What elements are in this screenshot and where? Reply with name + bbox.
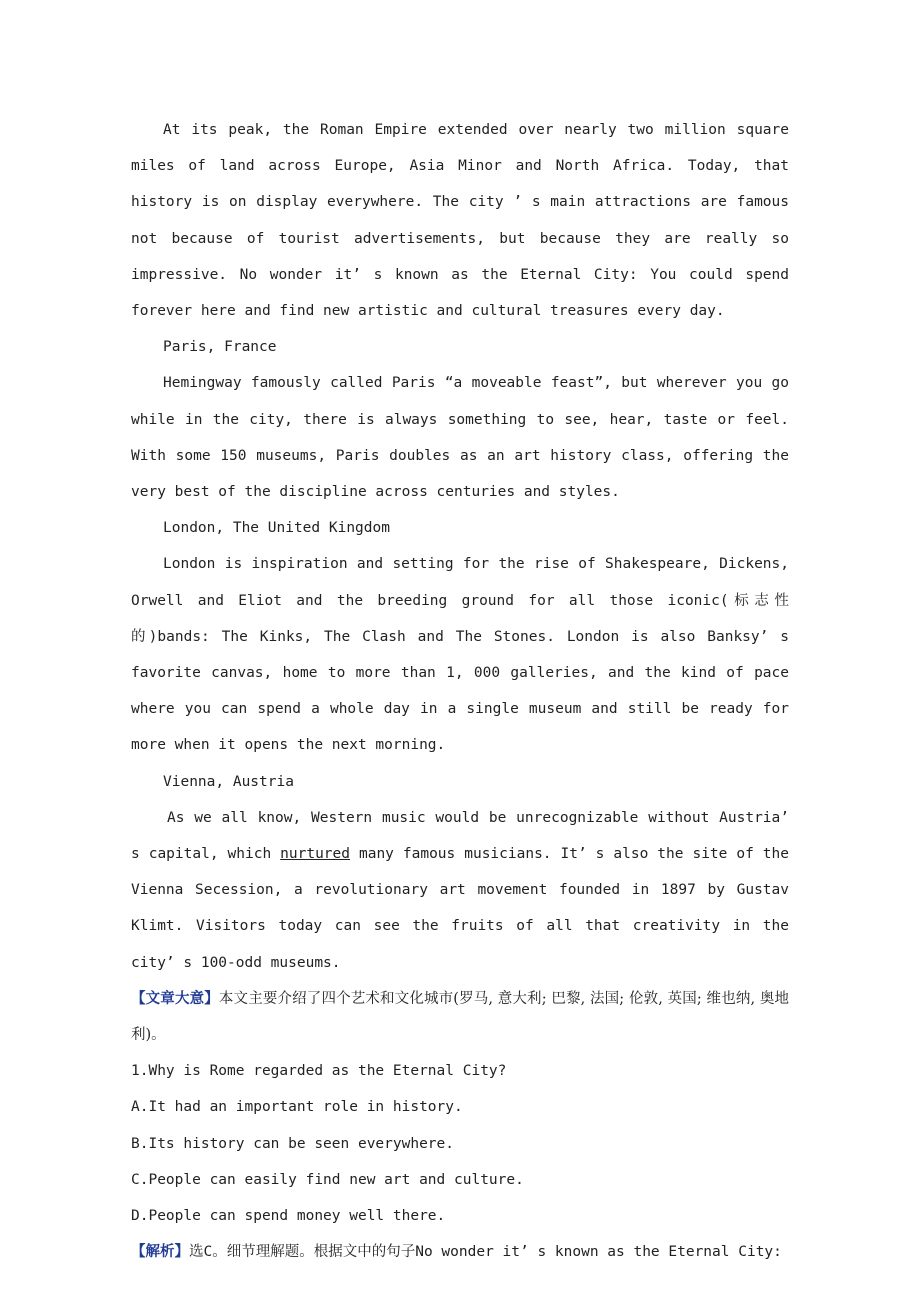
summary-block [131, 981, 789, 1053]
document-page [131, 112, 789, 1271]
option-b: B.Its history can be seen everywhere. [131, 1135, 455, 1152]
analysis-tag: 【解析】 [131, 1243, 189, 1261]
vienna-text-before: As we all know, Western music would be unrecognizable without Austria’ s capital, which [131, 809, 789, 863]
vienna-underlined-word: nurtured [280, 846, 350, 863]
vienna-text-after: many famous musicians. It’ s also the site of the Vienna Secession, a revolutionary art movement founded in 1897 by Gustav Klimt. Visitors today can see the fruits of all that creativity in the city’ s 100-odd museums. [131, 846, 789, 971]
question-stem: 1.Why is Rome regarded as the Eternal City? [131, 1063, 507, 1080]
summary-tag: 【文章大意】 [131, 989, 219, 1007]
analysis-block [131, 1234, 789, 1270]
vienna-heading: Vienna, Austria [163, 773, 294, 790]
analysis-text: 选C。细节理解题。根据文中的句子No wonder it’ s known as the Eternal City: [189, 1244, 782, 1261]
rome-paragraph: At its peak, the Roman Empire extended over nearly two million square miles of land across Europe, Asia Minor and North Africa. Today, that history is on display everywhere. The city ’ s main attractions are famous not because of tourist advertisements, but because they are really so impressive. No wonder it’ s known as the Eternal City: You could spend forever here and find new artistic and cultural treasures every day. [131, 122, 789, 320]
option-a: A.It had an important role in history. [131, 1099, 463, 1116]
london-paragraph: London is inspiration and setting for the rise of Shakespeare, Dickens, Orwell and Eliot and the breeding ground for all those iconic(标志性的)bands: The Kinks, The Clash and The Stones. London is also Banksy’ s favorite canvas, home to more than 1, 000 galleries, and the kind of pace where you can spend a whole day in a single museum and still be ready for more when it opens the next morning. [131, 556, 789, 754]
summary-text: 本文主要介绍了四个艺术和文化城市(罗马, 意大利; 巴黎, 法国; 伦敦, 英国; 维也纳, 奥地利)。 [131, 990, 790, 1044]
london-heading: London, The United Kingdom [163, 520, 390, 537]
paris-paragraph: Hemingway famously called Paris “a moveable feast”, but wherever you go while in the city, there is always something to see, hear, taste or feel. With some 150 museums, Paris doubles as an art history class, offering the very best of the discipline across centuries and styles. [131, 375, 789, 501]
option-d: D.People can spend money well there. [131, 1208, 446, 1225]
paris-heading: Paris, France [163, 339, 277, 356]
option-c: C.People can easily find new art and culture. [131, 1171, 524, 1188]
vienna-paragraph [131, 800, 789, 981]
